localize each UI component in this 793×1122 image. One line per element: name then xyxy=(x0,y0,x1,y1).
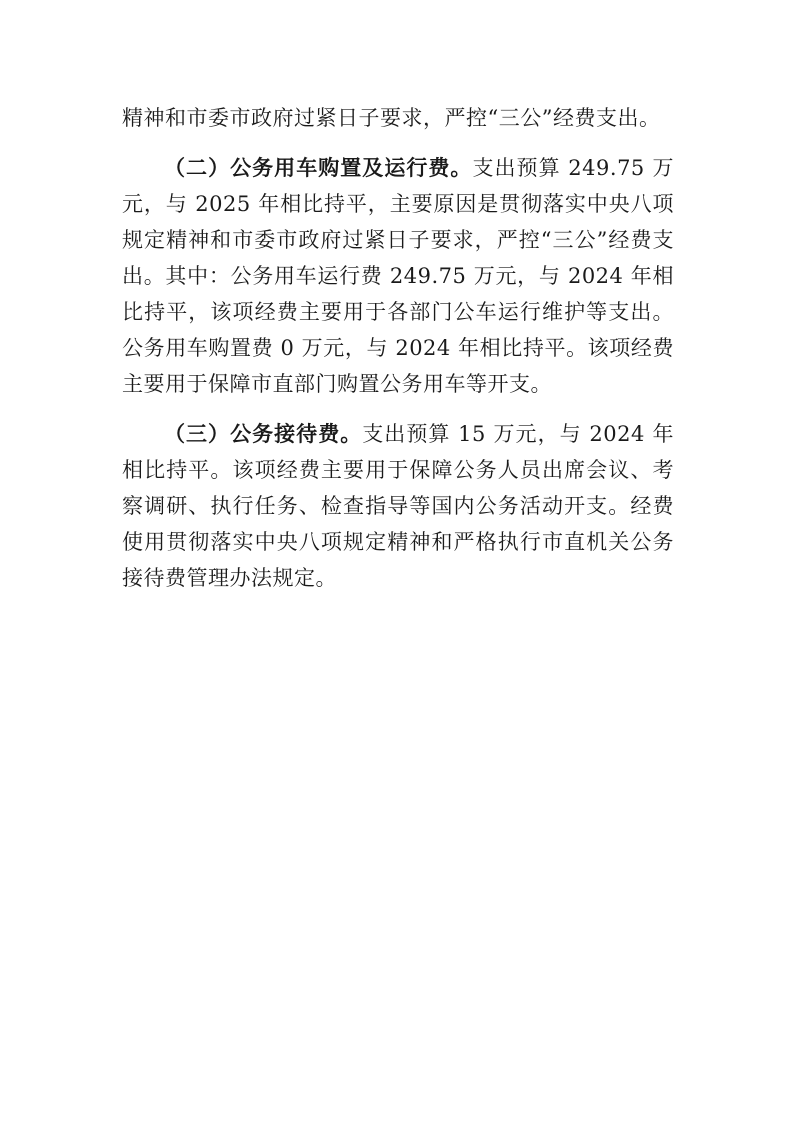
section-heading-reception: （三）公务接待费。 xyxy=(164,422,363,446)
document-body xyxy=(122,100,674,596)
paragraph-text: 精神和市委市政府过紧日子要求，严控“三公”经费支出。 xyxy=(122,106,661,130)
paragraph-text: 支出预算 249.75 万元，与 2025 年相比持平，主要原因是贯彻落实中央八项规定精神和市委市政府过紧日子要求，严控“三公”经费支出。其中：公务用车运行费 249.75 万元，与 2024 年相比持平，该项经费主要用于各部门公车运行维护等支出。公务用车购置费 0 万元，与 2024 年相比持平。该项经费主要用于保障市直部门购置公务用车等开支。 xyxy=(122,156,674,396)
section-heading-vehicle: （二）公务用车购置及运行费。 xyxy=(164,156,473,180)
paragraph-continuation xyxy=(122,100,674,136)
paragraph-text: 支出预算 15 万元，与 2024 年相比持平。该项经费主要用于保障公务人员出席会议、考察调研、执行任务、检查指导等国内公务活动开支。经费使用贯彻落实中央八项规定精神和严格执行市直机关公务接待费管理办法规定。 xyxy=(122,422,675,590)
paragraph-reception-expenses xyxy=(122,416,674,596)
paragraph-vehicle-expenses xyxy=(122,150,674,402)
